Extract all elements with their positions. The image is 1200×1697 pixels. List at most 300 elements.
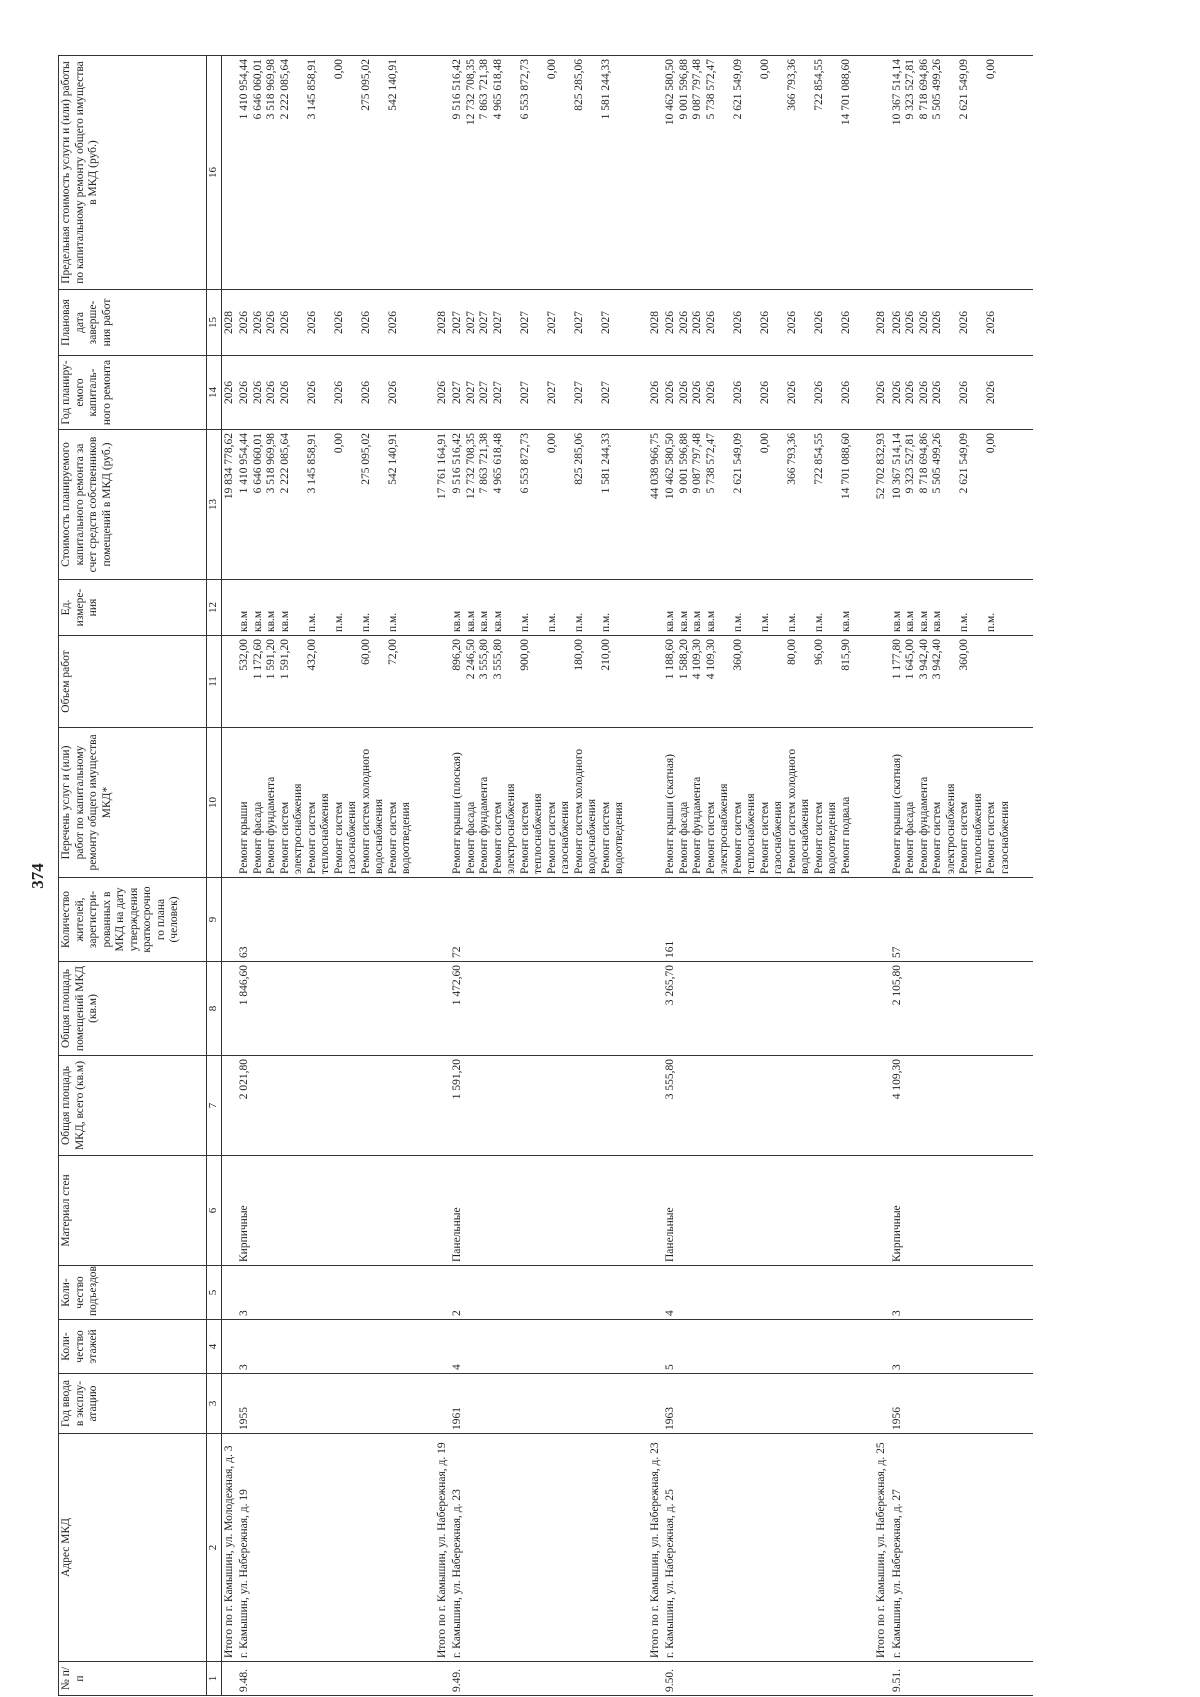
work-year: 2026 — [265, 381, 277, 404]
work-unit: п.м. — [359, 612, 372, 632]
work-date: 2026 — [664, 311, 676, 334]
spacer-row — [1013, 56, 1033, 1696]
column-header: Объем работ — [59, 636, 207, 728]
total-year: 2026 — [874, 356, 890, 430]
total-date: 2028 — [874, 290, 890, 356]
work-year: 2026 — [931, 381, 943, 404]
work-unit: кв.м — [904, 610, 916, 632]
work-limit-cost: 3 145 858,91 — [305, 59, 318, 120]
work-volume: 815,90 — [839, 639, 852, 671]
work-dates — [450, 290, 628, 356]
work-cost: 3 145 858,91 — [305, 433, 318, 494]
work-name: газоснабжения — [559, 801, 571, 874]
work-cost: 7 863 721,38 — [478, 433, 490, 494]
work-unit: кв.м — [917, 610, 930, 632]
work-unit: п.м. — [785, 612, 798, 632]
work-unit: кв.м — [839, 610, 852, 632]
work-limit-cost: 8 718 694,86 — [917, 59, 930, 120]
work-date: 2027 — [518, 311, 531, 334]
repair-plan-table — [58, 55, 1033, 1696]
work-volume: 180,00 — [572, 639, 585, 671]
total-year: 2026 — [435, 356, 451, 430]
wall-material: Панельные — [663, 1156, 854, 1266]
work-limit-cost: 1 581 244,33 — [599, 59, 612, 120]
rooms-area: 1 846,60 — [237, 962, 415, 1056]
work-volume — [333, 639, 360, 724]
work-name: водоснабжения — [373, 798, 385, 874]
work-name: Ремонт фундамента — [917, 776, 930, 874]
column-number: 12 — [207, 580, 222, 636]
work-limit-cost: 12 732 708,35 — [464, 59, 477, 126]
rooms-area: 1 472,60 — [450, 962, 628, 1056]
work-name: Ремонт систем — [599, 801, 612, 874]
work-unit: п.м. — [731, 612, 744, 632]
work-limit-cost: 9 323 527,81 — [904, 59, 916, 120]
work-volume: 72,00 — [386, 639, 399, 665]
column-number: 15 — [207, 290, 222, 356]
document-page — [28, 56, 1168, 1696]
work-name: электроснабжения — [292, 783, 304, 874]
work-name: водоснабжения — [799, 798, 811, 874]
work-name: Ремонт крыши — [238, 801, 250, 874]
page-number: 374 — [28, 863, 47, 889]
work-cost: 0,00 — [758, 433, 771, 454]
work-limit-cost: 0,00 — [332, 59, 345, 80]
work-unit: п.м. — [572, 612, 585, 632]
floors-count: 3 — [890, 1320, 1014, 1374]
work-volumes — [450, 636, 628, 728]
work-name: газоснабжения — [346, 801, 358, 874]
work-name: водоотведения — [613, 802, 625, 874]
work-unit: п.м. — [599, 612, 612, 632]
work-limit-cost: 722 854,55 — [812, 59, 825, 111]
work-cost: 6 646 060,01 — [251, 433, 264, 494]
work-date: 2026 — [985, 311, 997, 334]
work-volume: 1 591,20 — [265, 639, 277, 680]
entrances-count: 3 — [890, 1266, 1014, 1320]
work-volumes — [237, 636, 415, 728]
work-year: 2026 — [731, 381, 744, 404]
work-date: 2027 — [572, 311, 585, 334]
work-name: Ремонт систем — [704, 801, 717, 874]
spacer-row — [854, 56, 874, 1696]
work-date: 2026 — [251, 311, 264, 334]
table-body — [221, 56, 1033, 1696]
work-costs — [237, 430, 415, 580]
work-cost: 2 621 549,09 — [958, 433, 970, 494]
work-volumes — [663, 636, 854, 728]
work-name: водоснабжения — [586, 798, 598, 874]
work-volume: 896,20 — [451, 639, 463, 671]
work-unit: п.м. — [758, 612, 771, 632]
work-year: 2026 — [758, 381, 771, 404]
column-number: 2 — [207, 1434, 222, 1662]
work-costs — [890, 430, 1014, 580]
work-units — [237, 580, 415, 636]
work-unit: кв.м — [478, 610, 490, 632]
column-header: Год ввода в эксплу-атацию — [59, 1374, 207, 1434]
work-date: 2026 — [758, 311, 771, 334]
row-number: 9.49. — [450, 1662, 628, 1696]
work-date: 2026 — [691, 311, 703, 334]
work-volume — [546, 639, 573, 724]
work-costs — [450, 430, 628, 580]
total-label: Итого по г. Камышин, ул. Набережная, д. 19 — [435, 1434, 451, 1662]
work-year: 2026 — [386, 381, 399, 404]
work-limit-cost: 2 621 549,09 — [958, 59, 970, 120]
work-volume: 96,00 — [812, 639, 825, 665]
work-volume — [759, 639, 786, 724]
column-header: Год планиру-емого капиталь-ного ремонта — [59, 356, 207, 430]
residents-count: 57 — [890, 878, 1014, 962]
work-name: Ремонт крыши (скатная) — [890, 754, 903, 874]
work-dates — [237, 290, 415, 356]
work-cost: 5 738 572,47 — [704, 433, 717, 494]
work-year: 2026 — [677, 381, 690, 404]
work-cost: 2 222 085,64 — [278, 433, 291, 494]
work-year: 2026 — [251, 381, 264, 404]
work-name: Ремонт систем холодного — [359, 748, 372, 874]
work-cost: 14 701 088,60 — [839, 433, 852, 500]
work-year: 2026 — [691, 381, 703, 404]
work-year: 2026 — [238, 381, 250, 404]
work-limit-cost: 3 518 969,98 — [265, 59, 277, 120]
work-year: 2026 — [664, 381, 676, 404]
commission-year: 1955 — [237, 1374, 415, 1434]
wall-material: Кирпичные — [237, 1156, 415, 1266]
work-unit: кв.м — [451, 610, 463, 632]
floors-count: 3 — [237, 1320, 415, 1374]
work-year: 2027 — [451, 381, 463, 404]
work-limit-cost: 2 222 085,64 — [278, 59, 291, 120]
work-limit-cost: 0,00 — [758, 59, 771, 80]
work-name: Ремонт крыши (скатная) — [664, 754, 676, 874]
total-cost: 17 761 164,91 — [435, 430, 451, 580]
total-year: 2026 — [648, 356, 664, 430]
work-date: 2026 — [265, 311, 277, 334]
work-name: Ремонт фасада — [464, 801, 477, 874]
work-volume: 1 172,60 — [251, 639, 264, 680]
work-date: 2026 — [958, 311, 970, 334]
entrances-count: 3 — [237, 1266, 415, 1320]
work-years — [237, 356, 415, 430]
work-limit-costs — [450, 56, 628, 290]
work-unit: кв.м — [464, 610, 477, 632]
work-date: 2026 — [812, 311, 825, 334]
work-cost: 722 854,55 — [812, 433, 825, 485]
work-cost: 12 732 708,35 — [464, 433, 477, 500]
work-date: 2026 — [359, 311, 372, 334]
house-row — [890, 56, 1014, 1696]
total-cost: 19 834 778,62 — [221, 430, 237, 580]
total-row — [435, 56, 451, 1696]
work-year: 2026 — [704, 381, 717, 404]
work-cost: 4 965 618,48 — [491, 433, 504, 494]
work-limit-costs — [237, 56, 415, 290]
work-unit: п.м. — [545, 612, 558, 632]
work-date: 2027 — [599, 311, 612, 334]
work-volume: 1 588,20 — [677, 639, 690, 680]
work-limit-cost: 0,00 — [985, 59, 997, 80]
work-unit: кв.м — [238, 610, 250, 632]
work-cost: 0,00 — [545, 433, 558, 454]
work-cost: 275 095,02 — [359, 433, 372, 485]
total-row — [648, 56, 664, 1696]
work-limit-cost: 542 140,91 — [386, 59, 399, 111]
floors-count: 5 — [663, 1320, 854, 1374]
column-header: Плановая дата заверше-ния работ — [59, 290, 207, 356]
column-number: 5 — [207, 1266, 222, 1320]
work-date: 2026 — [917, 311, 930, 334]
work-year: 2026 — [785, 381, 798, 404]
work-cost: 9 001 596,88 — [677, 433, 690, 494]
work-year: 2026 — [917, 381, 930, 404]
work-year: 2027 — [599, 381, 612, 404]
work-unit: кв.м — [691, 610, 703, 632]
work-year: 2026 — [904, 381, 916, 404]
column-header: Количество жителей, зарегистри-рованных в МКД на дату утверждения краткосрочно го плана (человек) — [59, 878, 207, 962]
work-dates — [663, 290, 854, 356]
work-name: Ремонт систем — [958, 801, 970, 874]
rooms-area: 3 265,70 — [663, 962, 854, 1056]
work-volume — [985, 639, 1012, 724]
work-cost: 9 516 516,42 — [451, 433, 463, 494]
column-number: 14 — [207, 356, 222, 430]
work-date: 2027 — [478, 311, 490, 334]
row-number: 9.50. — [663, 1662, 854, 1696]
work-cost: 10 367 514,14 — [890, 433, 903, 500]
work-limit-cost: 2 621 549,09 — [731, 59, 744, 120]
work-name: теплоснабжения — [745, 793, 757, 874]
work-unit: п.м. — [332, 612, 345, 632]
column-header: Стоимость планируемого капитального ремонта за счет средств собственников помещений в МКД (руб.) — [59, 430, 207, 580]
residents-count: 72 — [450, 878, 628, 962]
work-name: Ремонт фасада — [904, 801, 916, 874]
work-name: электроснабжения — [505, 783, 517, 874]
work-limit-cost: 1 410 954,44 — [238, 59, 250, 120]
commission-year: 1961 — [450, 1374, 628, 1434]
work-limit-cost: 366 793,36 — [785, 59, 798, 111]
work-cost: 0,00 — [332, 433, 345, 454]
total-area: 3 555,80 — [663, 1056, 854, 1156]
house-address: г. Камышин, ул. Набережная, д. 25 — [663, 1434, 854, 1662]
work-date: 2026 — [931, 311, 943, 334]
work-year: 2026 — [359, 381, 372, 404]
column-number: 3 — [207, 1374, 222, 1434]
work-name: Ремонт фундамента — [265, 776, 277, 874]
work-unit: кв.м — [677, 610, 690, 632]
work-name: Ремонт фасада — [251, 801, 264, 874]
work-name: Ремонт систем — [545, 801, 558, 874]
column-number: 13 — [207, 430, 222, 580]
work-limit-cost: 9 087 797,48 — [691, 59, 703, 120]
work-name: Ремонт систем холодного — [572, 748, 585, 874]
work-name: Ремонт систем — [386, 801, 399, 874]
row-number: 9.51. — [890, 1662, 1014, 1696]
work-cost: 8 718 694,86 — [917, 433, 930, 494]
work-limit-cost: 275 095,02 — [359, 59, 372, 111]
work-unit: п.м. — [985, 612, 997, 632]
total-row — [221, 56, 237, 1696]
column-header: Материал стен — [59, 1156, 207, 1266]
column-number: 11 — [207, 636, 222, 728]
work-limit-cost: 9 001 596,88 — [677, 59, 690, 120]
work-date: 2027 — [491, 311, 504, 334]
work-cost: 2 621 549,09 — [731, 433, 744, 494]
residents-count: 63 — [237, 878, 415, 962]
work-date: 2027 — [451, 311, 463, 334]
total-area: 2 021,80 — [237, 1056, 415, 1156]
total-date: 2028 — [435, 290, 451, 356]
work-volume: 2 246,50 — [464, 639, 477, 680]
total-area: 1 591,20 — [450, 1056, 628, 1156]
work-unit: кв.м — [931, 610, 943, 632]
work-limit-cost: 825 285,06 — [572, 59, 585, 111]
work-cost: 825 285,06 — [572, 433, 585, 485]
commission-year: 1963 — [663, 1374, 854, 1434]
work-volume: 4 109,30 — [704, 639, 717, 680]
work-limit-cost: 9 516 516,42 — [451, 59, 463, 120]
work-unit: кв.м — [664, 610, 676, 632]
work-cost: 1 410 954,44 — [238, 433, 250, 494]
work-cost: 5 505 499,26 — [931, 433, 943, 494]
work-costs — [663, 430, 854, 580]
column-number: 8 — [207, 962, 222, 1056]
work-cost: 10 462 580,50 — [664, 433, 676, 500]
entrances-count: 4 — [663, 1266, 854, 1320]
work-date: 2026 — [890, 311, 903, 334]
work-date: 2026 — [839, 311, 852, 334]
work-date: 2027 — [464, 311, 477, 334]
work-unit: кв.м — [278, 610, 291, 632]
work-limit-costs — [663, 56, 854, 290]
work-cost: 9 323 527,81 — [904, 433, 916, 494]
work-name: водоотведения — [826, 802, 838, 874]
work-limit-costs — [890, 56, 1014, 290]
floors-count: 4 — [450, 1320, 628, 1374]
work-name: Ремонт систем — [491, 801, 504, 874]
work-unit: кв.м — [704, 610, 717, 632]
work-units — [890, 580, 1014, 636]
work-volume: 360,00 — [731, 639, 744, 671]
house-address: г. Камышин, ул. Набережная, д. 23 — [450, 1434, 628, 1662]
work-name: теплоснабжения — [319, 793, 331, 874]
work-volume: 3 555,80 — [491, 639, 504, 680]
work-volume: 432,00 — [305, 639, 318, 671]
total-label: Итого по г. Камышин, ул. Набережная, д. 25 — [874, 1434, 890, 1662]
work-year: 2026 — [812, 381, 825, 404]
work-name: газоснабжения — [772, 801, 784, 874]
work-year: 2026 — [332, 381, 345, 404]
wall-material: Панельные — [450, 1156, 628, 1266]
work-limit-cost: 6 553 872,73 — [518, 59, 531, 120]
work-year: 2027 — [478, 381, 490, 404]
total-year: 2026 — [221, 356, 237, 430]
work-dates — [890, 290, 1014, 356]
total-row — [874, 56, 890, 1696]
column-number: 6 — [207, 1156, 222, 1266]
column-header: Адрес МКД — [59, 1434, 207, 1662]
work-cost: 0,00 — [985, 433, 997, 454]
work-limit-cost: 5 738 572,47 — [704, 59, 717, 120]
work-name: газоснабжения — [998, 801, 1011, 874]
work-limit-cost: 14 701 088,60 — [839, 59, 852, 126]
work-names — [663, 728, 854, 878]
work-name: Ремонт систем холодного — [785, 748, 798, 874]
table-header — [59, 56, 222, 1696]
work-name: теплоснабжения — [532, 793, 544, 874]
house-address: г. Камышин, ул. Набережная, д. 19 — [237, 1434, 415, 1662]
work-volume: 360,00 — [958, 639, 970, 671]
work-year: 2027 — [572, 381, 585, 404]
work-years — [663, 356, 854, 430]
work-name: Ремонт систем — [812, 801, 825, 874]
work-limit-cost: 5 505 499,26 — [931, 59, 943, 120]
total-cost: 44 038 966,75 — [648, 430, 664, 580]
rooms-area: 2 105,80 — [890, 962, 1014, 1056]
column-number: 9 — [207, 878, 222, 962]
work-year: 2027 — [491, 381, 504, 404]
work-unit: кв.м — [890, 610, 903, 632]
commission-year: 1956 — [890, 1374, 1014, 1434]
work-date: 2026 — [731, 311, 744, 334]
work-date: 2026 — [704, 311, 717, 334]
total-date: 2028 — [648, 290, 664, 356]
total-label: Итого по г. Камышин, ул. Набережная, д. 23 — [648, 1434, 664, 1662]
work-names — [890, 728, 1014, 878]
work-name: Ремонт подвала — [839, 796, 852, 874]
work-date: 2026 — [305, 311, 318, 334]
work-volume: 1 591,20 — [278, 639, 291, 680]
work-name: электроснабжения — [718, 783, 730, 874]
column-header: № п/п — [59, 1662, 207, 1696]
work-name: Ремонт фундамента — [691, 776, 703, 874]
work-volume: 1 645,00 — [904, 639, 916, 680]
work-volumes — [890, 636, 1014, 728]
work-date: 2026 — [904, 311, 916, 334]
spacer-row — [415, 56, 435, 1696]
wall-material: Кирпичные — [890, 1156, 1014, 1266]
house-row — [237, 56, 415, 1696]
work-unit: п.м. — [305, 612, 318, 632]
work-year: 2026 — [278, 381, 291, 404]
work-name: Ремонт систем — [985, 801, 997, 874]
total-label: Итого по г. Камышин, ул. Молодежная, д. 3 — [221, 1434, 237, 1662]
column-header: Общая площадь помещений МКД (кв.м) — [59, 962, 207, 1056]
work-date: 2026 — [278, 311, 291, 334]
work-name: Ремонт фундамента — [478, 776, 490, 874]
work-unit: п.м. — [812, 612, 825, 632]
column-header: Общая площадь МКД, всего (кв.м) — [59, 1056, 207, 1156]
work-name: Ремонт систем — [518, 801, 531, 874]
work-year: 2026 — [839, 381, 852, 404]
column-header: Коли-чество подъездов — [59, 1266, 207, 1320]
work-names — [237, 728, 415, 878]
work-date: 2026 — [677, 311, 690, 334]
work-name: Ремонт систем — [332, 801, 345, 874]
work-volume: 4 109,30 — [691, 639, 703, 680]
work-name: Ремонт систем — [731, 801, 744, 874]
work-year: 2026 — [890, 381, 903, 404]
work-limit-cost: 7 863 721,38 — [478, 59, 490, 120]
work-limit-cost: 4 965 618,48 — [491, 59, 504, 120]
work-years — [890, 356, 1014, 430]
column-number: 1 — [207, 1662, 222, 1696]
row-number: 9.48. — [237, 1662, 415, 1696]
work-volume: 3 942,40 — [931, 639, 943, 680]
house-row — [663, 56, 854, 1696]
work-date: 2026 — [332, 311, 345, 334]
